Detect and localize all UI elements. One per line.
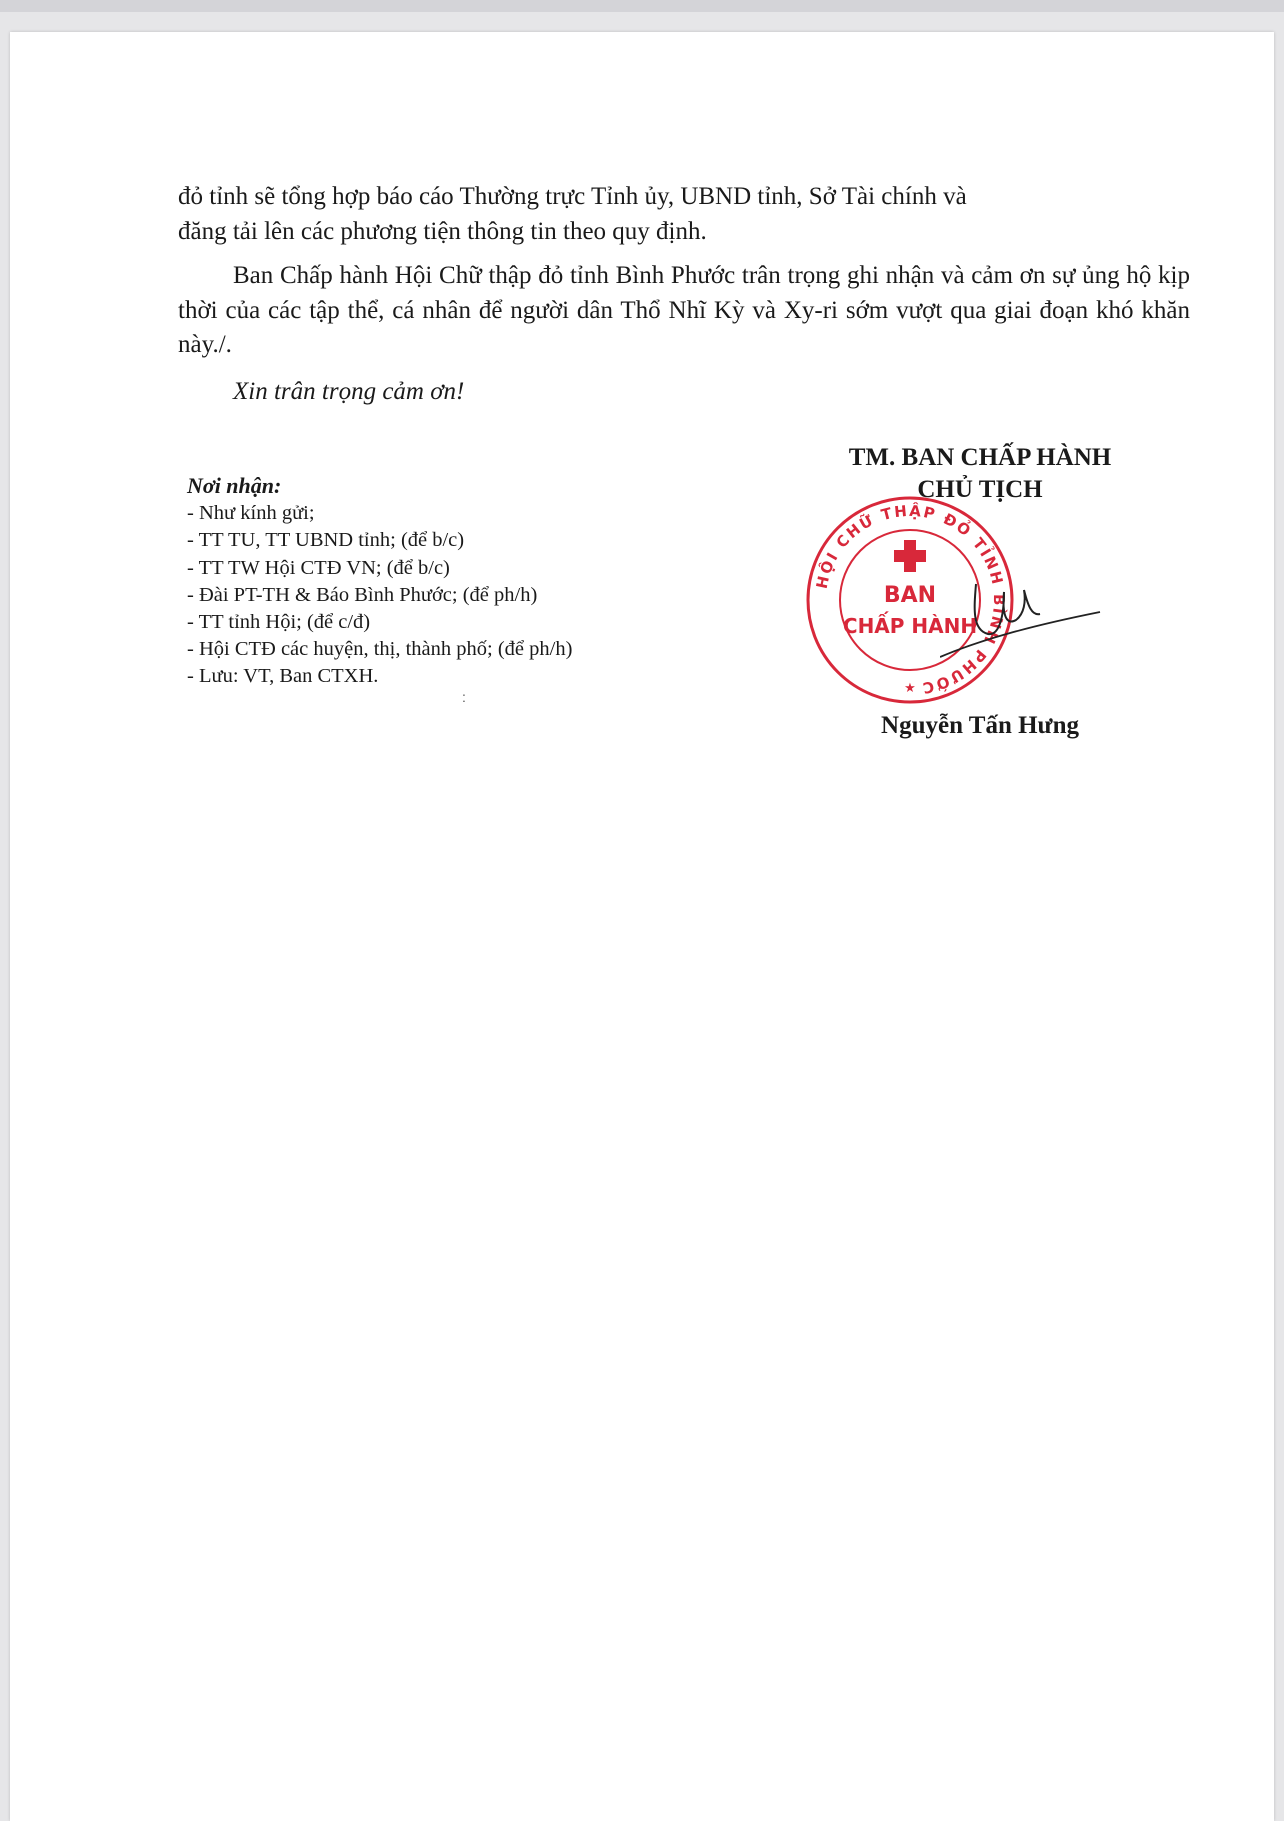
scan-speck: : [462, 689, 466, 705]
seal-star-icon: ★ [904, 681, 916, 696]
recipient-item: - Hội CTĐ các huyện, thị, thành phố; (để ph/h) [187, 638, 573, 661]
top-toolbar-strip [0, 0, 1284, 12]
recipients-title: Nơi nhận: [187, 473, 282, 498]
thanks-line: Xin trân trọng cảm ơn! [233, 377, 465, 405]
position-label: CHỦ TỊCH [917, 476, 1043, 503]
paragraph-1-line-1: đỏ tỉnh sẽ tổng hợp báo cáo Thường trực Tỉnh ủy, UBND tỉnh, Sở Tài chính và [178, 183, 967, 210]
document-page [10, 32, 1274, 1821]
recipient-item: - TT TU, TT UBND tỉnh; (để b/c) [187, 529, 465, 552]
recipient-item: - TT TW Hội CTĐ VN; (để b/c) [187, 556, 450, 579]
paragraph-1-line-2: đăng tải lên các phương tiện thông tin theo quy định. [178, 217, 707, 245]
recipients-list [187, 500, 572, 690]
recipients-block [187, 472, 572, 691]
on-behalf-label: TM. BAN CHẤP HÀNH [848, 444, 1112, 471]
recipient-item: - Đài PT-TH & Báo Bình Phước; (để ph/h) [187, 583, 538, 606]
seal-ring-text: HỘI CHỮ THẬP ĐỎ TỈNH BÌNH PHƯỚC [812, 501, 1009, 698]
recipient-item: - Lưu: VT, Ban CTXH. [187, 665, 379, 688]
recipient-item: - Như kính gửi; [187, 502, 315, 525]
paragraph-2: Ban Chấp hành Hội Chữ thập đỏ tỉnh Bình Phước trân trọng ghi nhận và cảm ơn sự ủng hộ kịp thời của các tập thể, cá nhân để người dân Thổ Nhĩ Kỳ và Xy-ri sớm vượt qua giai đoạn khó khăn này./. [178, 262, 1190, 358]
signer-name: Nguyễn Tấn Hưng [881, 712, 1079, 739]
document-body [178, 180, 1190, 409]
seal-line-2: CHẤP HÀNH [842, 614, 978, 638]
handwritten-signature [940, 562, 1110, 672]
recipient-item: - TT tỉnh Hội; (để c/đ) [187, 611, 371, 634]
seal-line-1: BAN [883, 583, 937, 608]
red-cross-icon [894, 540, 926, 572]
